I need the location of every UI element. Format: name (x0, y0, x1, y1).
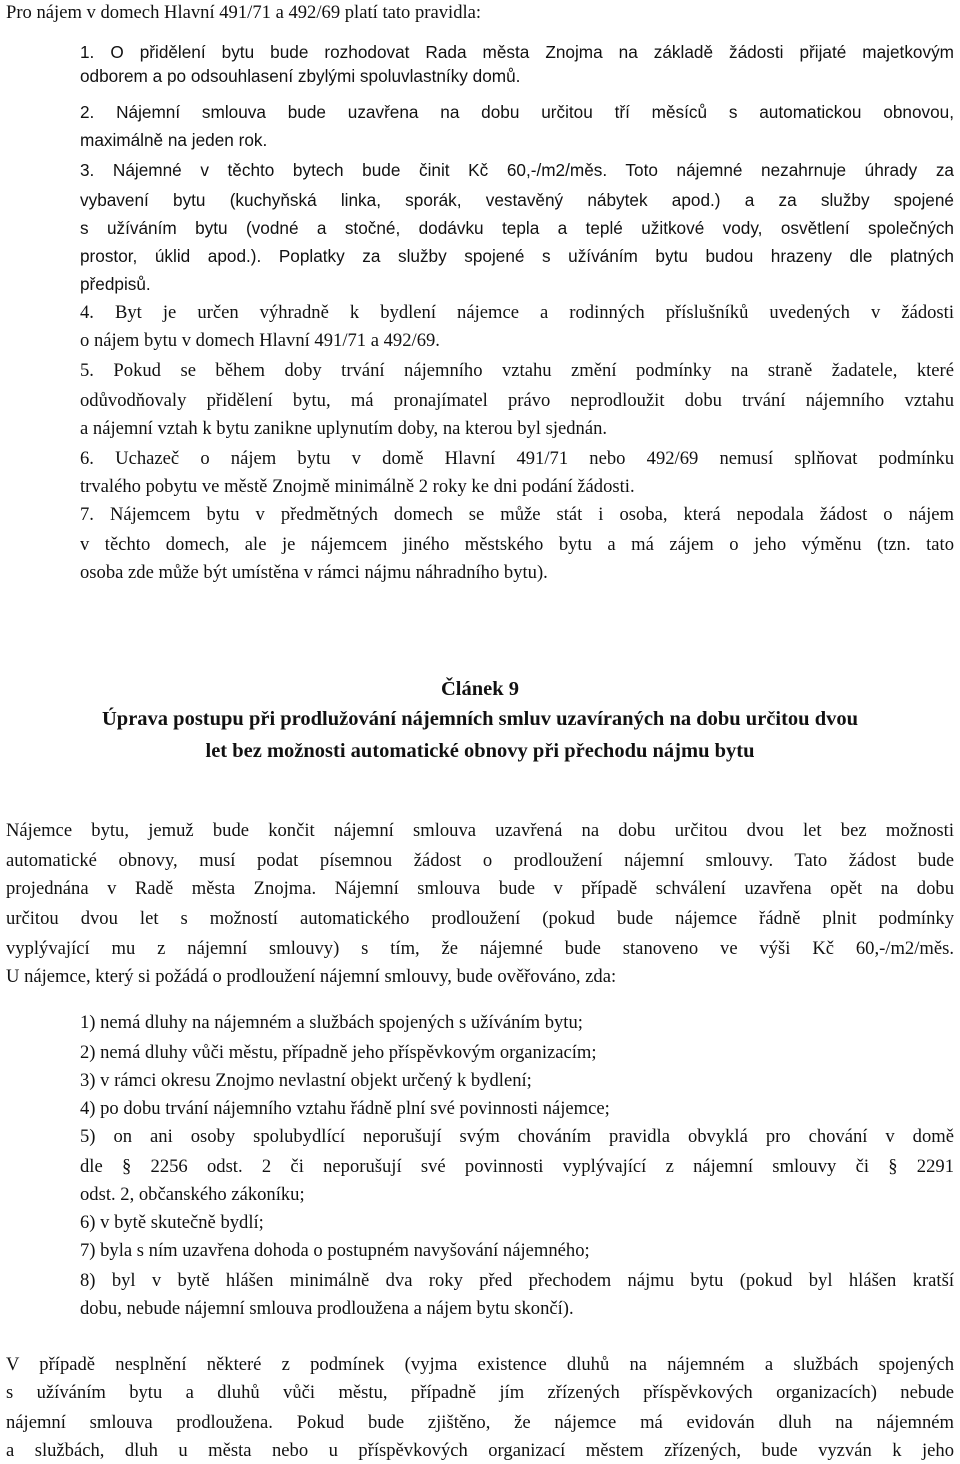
condition-8-line-2: dobu, nebude nájemní smlouva prodloužena a nájem bytu skončí). (80, 1298, 574, 1319)
paragraph-1-line-6: U nájemce, který si požádá o prodloužení nájemní smlouvy, bude ověřováno, zda: (6, 966, 617, 987)
condition-5-line-1: 5) on ani osoby spolubydlící neporušují svým chováním pravidla obvyklá pro chování v domě (80, 1126, 954, 1147)
condition-6: 6) v bytě skutečně bydlí; (80, 1212, 264, 1233)
rule-4-line-2: o nájem bytu v domech Hlavní 491/71 a 492/69. (80, 330, 440, 351)
paragraph-1-line-4: určitou dvou let s možností automatického prodloužení (pokud bude nájemce řádně plnit podmínky (6, 908, 954, 929)
condition-8-line-1: 8) byl v bytě hlášen minimálně dva roky před přechodem nájmu bytu (pokud byl hlášen kratší (80, 1270, 954, 1291)
paragraph-2-line-2: s užíváním bytu a dluhů vůči městu, případně jím zřízených příspěvkových organizacích) nebude (6, 1382, 954, 1403)
condition-4: 4) po dobu trvání nájemního vztahu řádně plní své povinnosti nájemce; (80, 1098, 610, 1119)
paragraph-2-line-1: V případě nesplnění některé z podmínek (vyjma existence dluhů na nájemném a službách spojených (6, 1354, 954, 1375)
rule-1-line-2: odborem a po odsouhlasení zbylými spoluvlastníky domů. (80, 66, 521, 86)
article-title-line-1: Úprava postupu při prodlužování nájemních smluv uzavíraných na dobu určitou dvou (101, 708, 858, 730)
rule-2-line-2: maximálně na jeden rok. (80, 130, 268, 150)
rule-3-line-2: vybavení bytu (kuchyňská linka, sporák, vestavěný nábytek apod.) a za služby spojené (80, 190, 954, 210)
condition-1: 1) nemá dluhy na nájemném a službách spojených s užíváním bytu; (80, 1012, 583, 1033)
intro-text: Pro nájem v domech Hlavní 491/71 a 492/69 platí tato pravidla: (6, 2, 482, 23)
rule-4-line-1: 4. Byt je určen výhradně k bydlení nájemce a rodinných příslušníků uvedených v žádosti (80, 302, 954, 323)
rule-2-line-1: 2. Nájemní smlouva bude uzavřena na dobu určitou tří měsíců s automatickou obnovou, (80, 102, 954, 122)
paragraph-2-line-4: a službách, dluh u města nebo u příspěvkových organizací městem zřízených, bude vyzván k jeho (6, 1440, 954, 1461)
rule-6-line-1: 6. Uchazeč o nájem bytu v domě Hlavní 491/71 nebo 492/69 nemusí splňovat podmínku (80, 448, 954, 469)
rule-6-line-2: trvalého pobytu ve městě Znojmě minimálně 2 roky ke dni podání žádosti. (80, 476, 635, 497)
rule-7-line-3: osoba zde může být umístěna v rámci nájmu náhradního bytu). (80, 562, 548, 583)
paragraph-1-line-3: projednána v Radě města Znojma. Nájemní smlouva bude v případě schválení uzavřena opět na dobu (6, 878, 954, 899)
rule-3-line-4: prostor, úklid apod.). Poplatky za služby spojené s užíváním bytu budou hrazeny dle platných (80, 246, 954, 266)
paragraph-2-line-3: nájemní smlouva prodloužena. Pokud bude zjištěno, že nájemce má evidován dluh na nájemném (6, 1412, 954, 1433)
rule-3-line-5: předpisů. (80, 274, 151, 294)
rule-5-line-3: a nájemní vztah k bytu zanikne uplynutím doby, na kterou byl sjednán. (80, 418, 608, 439)
rule-7-line-2: v těchto domech, ale je nájemcem jiného městského bytu a má zájem o jeho výměnu (tzn. tato (80, 534, 954, 555)
condition-2: 2) nemá dluhy vůči městu, případně jeho příspěvkovým organizacím; (80, 1042, 597, 1063)
rule-3-line-1: 3. Nájemné v těchto bytech bude činit Kč 60,-/m2/měs. Toto nájemné nezahrnuje úhrady za (80, 160, 954, 180)
rule-7-line-1: 7. Nájemcem bytu v předmětných domech se může stát i osoba, která nepodala žádost o nájem (80, 504, 954, 525)
paragraph-1-line-2: automatické obnovy, musí podat písemnou žádost o prodloužení nájemní smlouvy. Tato žádost bude (6, 850, 954, 871)
rule-1-line-1: 1. O přidělení bytu bude rozhodovat Rada města Znojma na základě žádosti přijaté majetkovým (80, 42, 954, 62)
condition-5-line-3: odst. 2, občanského zákoníku; (80, 1184, 305, 1205)
article-number: Článek 9 (440, 678, 520, 700)
condition-3: 3) v rámci okresu Znojmo nevlastní objekt určený k bydlení; (80, 1070, 532, 1091)
paragraph-1-line-5: vyplývající mu z nájemní smlouvy) s tím, že nájemné bude stanoveno ve výši Kč 60,-/m2/měs. (6, 938, 954, 959)
rule-3-line-3: s užíváním bytu (vodné a stočné, dodávku tepla a teplé užitkové vody, osvětlení společných (80, 218, 954, 238)
article-title-line-2: let bez možnosti automatické obnovy při přechodu nájmu bytu (205, 740, 755, 762)
condition-5-line-2: dle § 2256 odst. 2 či neporušují své povinnosti vyplývající z nájemní smlouvy či § 2291 (80, 1156, 954, 1177)
rule-5-line-2: odůvodňovaly přidělení bytu, má pronajímatel právo neprodloužit dobu trvání nájemního vztahu (80, 390, 954, 411)
rule-5-line-1: 5. Pokud se během doby trvání nájemního vztahu změní podmínky na straně žadatele, které (80, 360, 954, 381)
condition-7: 7) byla s ním uzavřena dohoda o postupném navyšování nájemného; (80, 1240, 590, 1261)
paragraph-1-line-1: Nájemce bytu, jemuž bude končit nájemní smlouva uzavřená na dobu určitou dvou let bez možnosti (6, 820, 954, 841)
